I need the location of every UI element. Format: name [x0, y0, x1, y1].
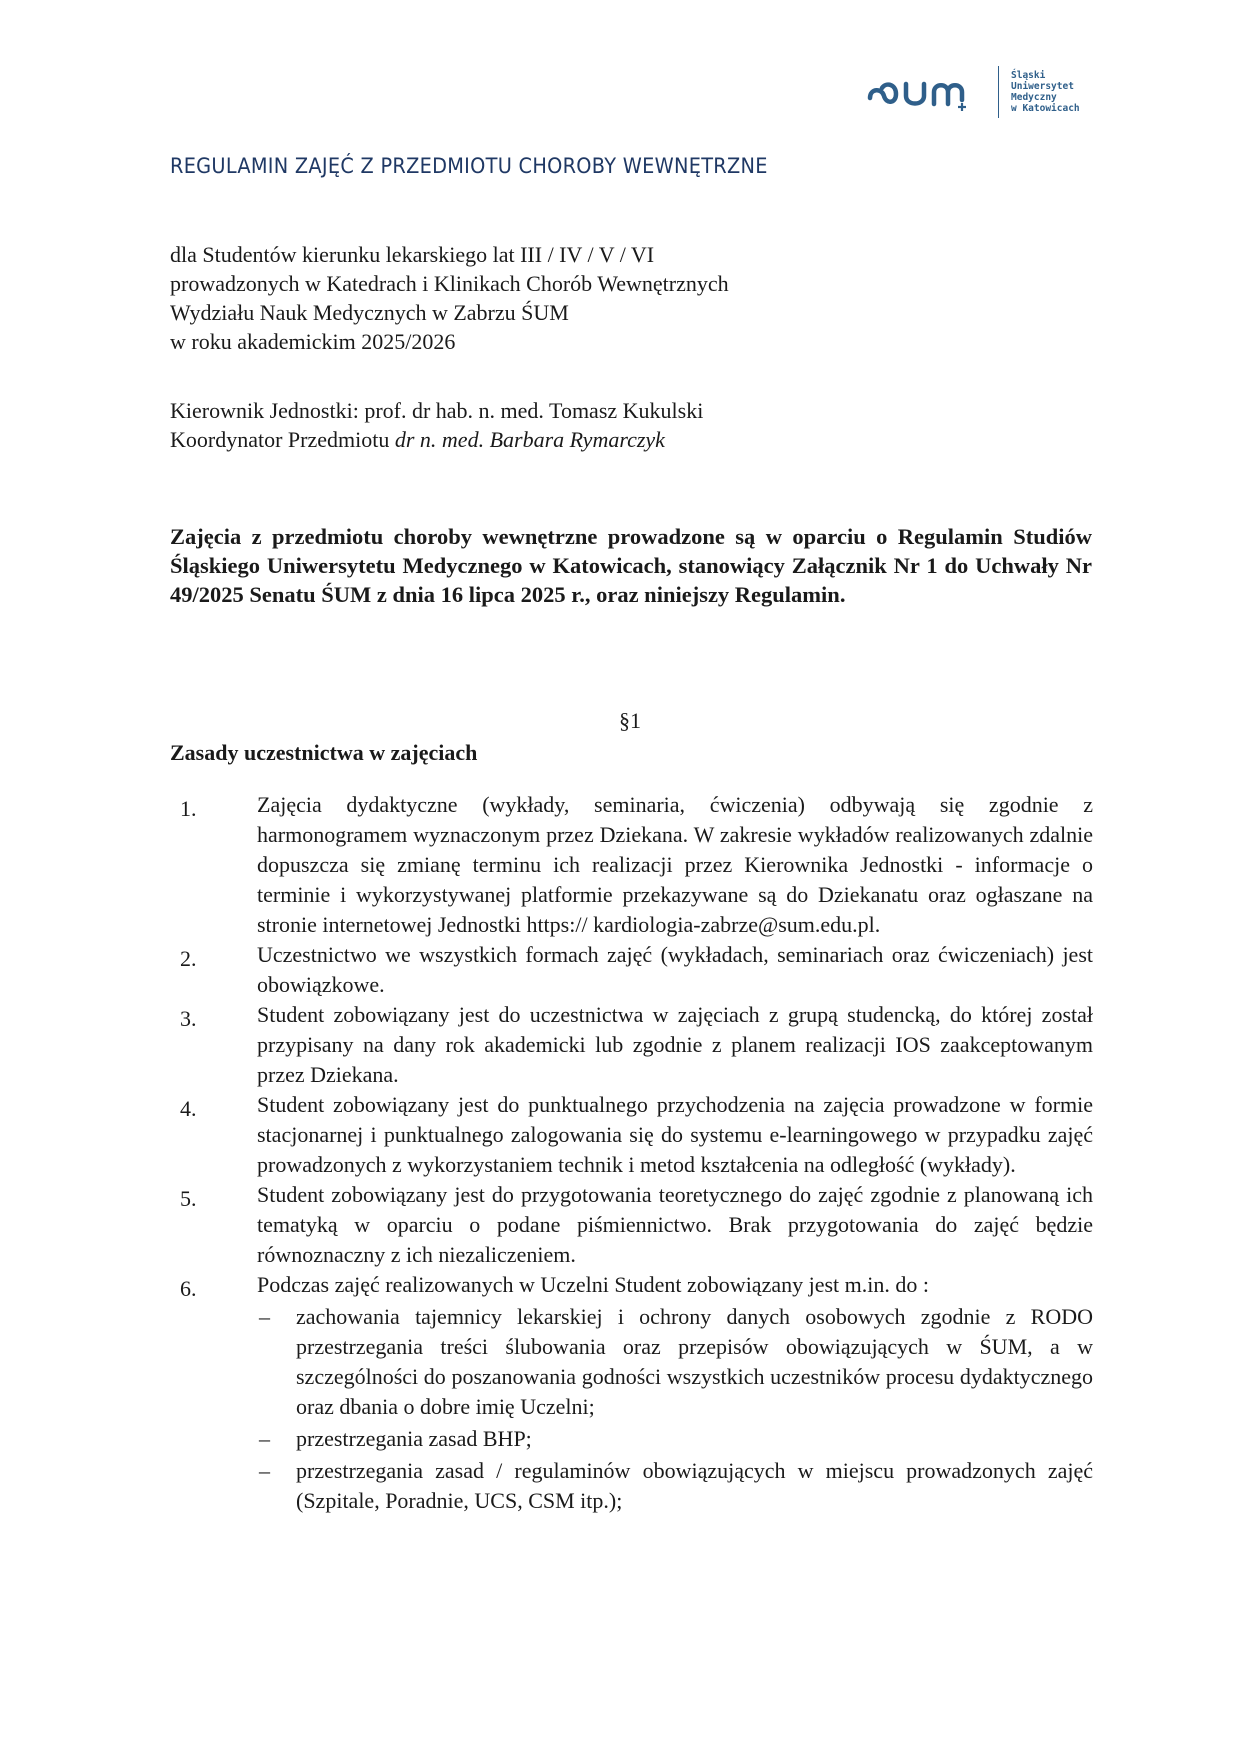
coordinator-label: Koordynator Przedmiotu	[170, 427, 395, 452]
document-title: REGULAMIN ZAJĘĆ Z PRZEDMIOTU CHOROBY WEWNĘTRZNE	[170, 154, 768, 178]
item-number: 6.	[180, 1276, 197, 1301]
item-number: 1.	[180, 796, 197, 821]
item-text: Podczas zajęć realizowanych w Uczelni Student zobowiązany jest m.in. do :	[257, 1272, 929, 1297]
head-of-unit: Kierownik Jednostki: prof. dr hab. n. med. Tomasz Kukulski	[170, 398, 704, 423]
sub-item	[257, 1456, 1093, 1516]
sub-item-text: przestrzegania zasad / regulaminów obowiązujących w miejscu prowadzonych zajęć (Szpitale, Poradnie, UCS, CSM itp.);	[296, 1458, 1093, 1513]
intro-line: Wydziału Nauk Medycznych w Zabrzu ŚUM	[170, 300, 569, 325]
list-item	[170, 1000, 1093, 1090]
item-number: 2.	[180, 946, 197, 971]
list-item	[170, 940, 1093, 1000]
rules-list	[170, 790, 1093, 1516]
section-title: Zasady uczestnictwa w zajęciach	[170, 740, 478, 765]
sub-item-text: przestrzegania zasad BHP;	[296, 1426, 532, 1451]
item-text: Uczestnictwo we wszystkich formach zajęć (wykładach, seminariach oraz ćwiczeniach) jest obowiązkowe.	[257, 942, 1093, 997]
dash-bullet: –	[259, 1458, 270, 1483]
item-text: Student zobowiązany jest do uczestnictwa w zajęciach z grupą studencką, do której został przypisany na dany rok akademicki lub zgodnie z planem realizacji IOS zaakceptowanym przez Dziekana.	[257, 1002, 1093, 1087]
university-logo	[866, 60, 1080, 124]
logo-line: Medyczny	[1011, 92, 1057, 103]
responsible-persons	[170, 396, 703, 454]
logo-divider	[998, 66, 999, 118]
list-item	[170, 1090, 1093, 1180]
intro-block	[170, 240, 729, 356]
list-item	[170, 1270, 1093, 1516]
item-number: 4.	[180, 1096, 197, 1121]
logo-line: Śląski	[1011, 70, 1046, 81]
item-body	[257, 1270, 1093, 1516]
logo-line: Uniwersytet	[1011, 81, 1074, 92]
sub-item	[257, 1424, 1093, 1454]
section-number: §1	[619, 708, 641, 733]
intro-line: dla Studentów kierunku lekarskiego lat III / IV / V / VI	[170, 242, 655, 267]
dash-bullet: –	[259, 1426, 270, 1451]
basis-statement: Zajęcia z przedmiotu choroby wewnętrzne prowadzone są w oparciu o Regulamin Studiów Śląskiego Uniwersytetu Medycznego w Katowicach, stanowiący Załącznik Nr 1 do Uchwały Nr 49/2025 Senatu ŚUM z dnia 16 lipca 2025 r., oraz niniejszy Regulamin.	[170, 524, 1092, 607]
item-number: 3.	[180, 1006, 197, 1031]
list-item	[170, 1180, 1093, 1270]
sub-item-text: zachowania tajemnicy lekarskiej i ochrony danych osobowych zgodnie z RODO przestrzegania treści ślubowania oraz przepisów obowiązujących w ŚUM, a w szczególności do poszanowania godności wszystkich uczestników procesu dydaktycznego oraz dbania o dobre imię Uczelni;	[296, 1304, 1093, 1419]
intro-line: w roku akademickim 2025/2026	[170, 329, 456, 354]
university-name	[1011, 70, 1080, 114]
coordinator	[170, 425, 703, 454]
intro-line: prowadzonych w Katedrach i Klinikach Chorób Wewnętrznych	[170, 271, 729, 296]
logo-line: w Katowicach	[1011, 103, 1080, 114]
coordinator-name: dr n. med. Barbara Rymarczyk	[394, 427, 665, 452]
list-item	[170, 790, 1093, 940]
sub-item	[257, 1302, 1093, 1422]
dash-bullet: –	[259, 1304, 270, 1329]
sum-logo-mark-icon	[866, 72, 984, 112]
item-text: Student zobowiązany jest do przygotowania teoretycznego do zajęć zgodnie z planowaną ich tematyką w oparciu o podane piśmiennictwo. Brak przygotowania do zajęć będzie równoznaczny z ich niezaliczeniem.	[257, 1182, 1093, 1267]
item-text: Student zobowiązany jest do punktualnego przychodzenia na zajęcia prowadzone w formie stacjonarnej i punktualnego zalogowania się do systemu e-learningowego w przypadku zajęć prowadzonych z wykorzystaniem technik i metod kształcenia na odległość (wykłady).	[257, 1092, 1093, 1177]
item-text: Zajęcia dydaktyczne (wykłady, seminaria, ćwiczenia) odbywają się zgodnie z harmonogramem wyznaczonym przez Dziekana. W zakresie wykładów realizowanych zdalnie dopuszcza się zmianę terminu ich realizacji przez Kierownika Jednostki - informacje o terminie i wykorzystywanej platformie przekazywane są do Dziekanatu oraz ogłaszane na stronie internetowej Jednostki https:// kardiologia-zabrze@sum.edu.pl.	[257, 792, 1093, 937]
item-number: 5.	[180, 1186, 197, 1211]
